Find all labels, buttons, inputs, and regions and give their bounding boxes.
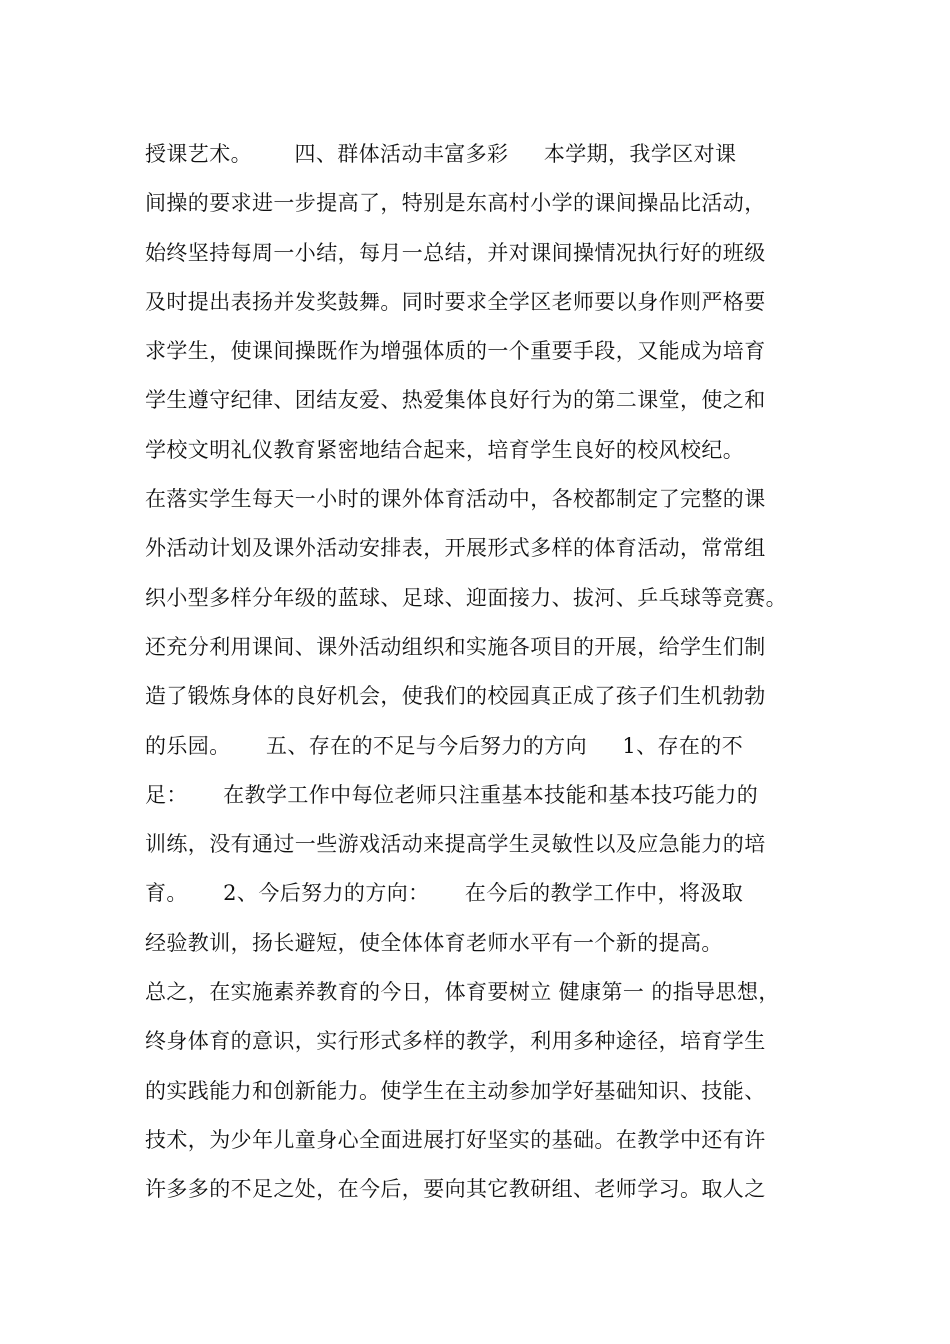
text-line: 的实践能力和创新能力。使学生在主动参加学好基础知识、技能、 [145, 1078, 766, 1103]
text-line: 造了锻炼身体的良好机会，使我们的校园真正成了孩子们生机勃勃 [145, 684, 766, 709]
text-line: 授课艺术。 四、群体活动丰富多彩 本学期，我学区对课 [145, 142, 737, 166]
text-line: 许多多的不足之处，在今后，要向其它教研组、老师学习。取人之 [145, 1177, 766, 1202]
text-line: 还充分利用课间、课外活动组织和实施各项目的开展，给学生们制 [145, 634, 766, 659]
text-line: 求学生，使课间操既作为增强体质的一个重要手段，又能成为培育 [145, 339, 766, 364]
text-line: 育。 2、今后努力的方向： 在今后的教学工作中，将汲取 [145, 881, 744, 906]
text-line: 始终坚持每周一小结，每月一总结，并对课间操情况执行好的班级 [145, 240, 766, 265]
text-line: 的乐园。 五、存在的不足与今后努力的方向 1、存在的不 [145, 733, 744, 758]
text-line: 学校文明礼仪教育紧密地结合起来，培育学生良好的校风校纪。 [145, 437, 745, 462]
text-line: 总之，在实施素养教育的今日，体育要树立 健康第一 的指导思想， [145, 980, 780, 1005]
text-line: 织小型多样分年级的蓝球、足球、迎面接力、拔河、乒乓球等竞赛。 [145, 585, 787, 610]
text-line: 技术，为少年儿童身心全面进展打好坚实的基础。在教学中还有许 [145, 1127, 766, 1152]
text-line: 外活动计划及课外活动安排表，开展形式多样的体育活动，常常组 [145, 536, 766, 561]
text-line: 训练，没有通过一些游戏活动来提高学生灵敏性以及应急能力的培 [145, 832, 766, 857]
text-line: 经验教训，扬长避短，使全体体育老师水平有一个新的提高。 [145, 930, 723, 955]
text-line: 终身体育的意识，实行形式多样的教学，利用多种途径，培育学生 [145, 1029, 766, 1054]
text-line: 及时提出表扬并发奖鼓舞。同时要求全学区老师要以身作则严格要 [145, 289, 766, 314]
text-line: 学生遵守纪律、团结友爱、热爱集体良好行为的第二课堂，使之和 [145, 388, 766, 413]
body-text [145, 130, 825, 1215]
text-line: 在落实学生每天一小时的课外体育活动中，各校都制定了完整的课 [145, 487, 766, 512]
text-line: 足： 在教学工作中每位老师只注重基本技能和基本技巧能力的 [145, 782, 759, 807]
text-line: 间操的要求进一步提高了，特别是东高村小学的课间操品比活动， [145, 191, 766, 216]
